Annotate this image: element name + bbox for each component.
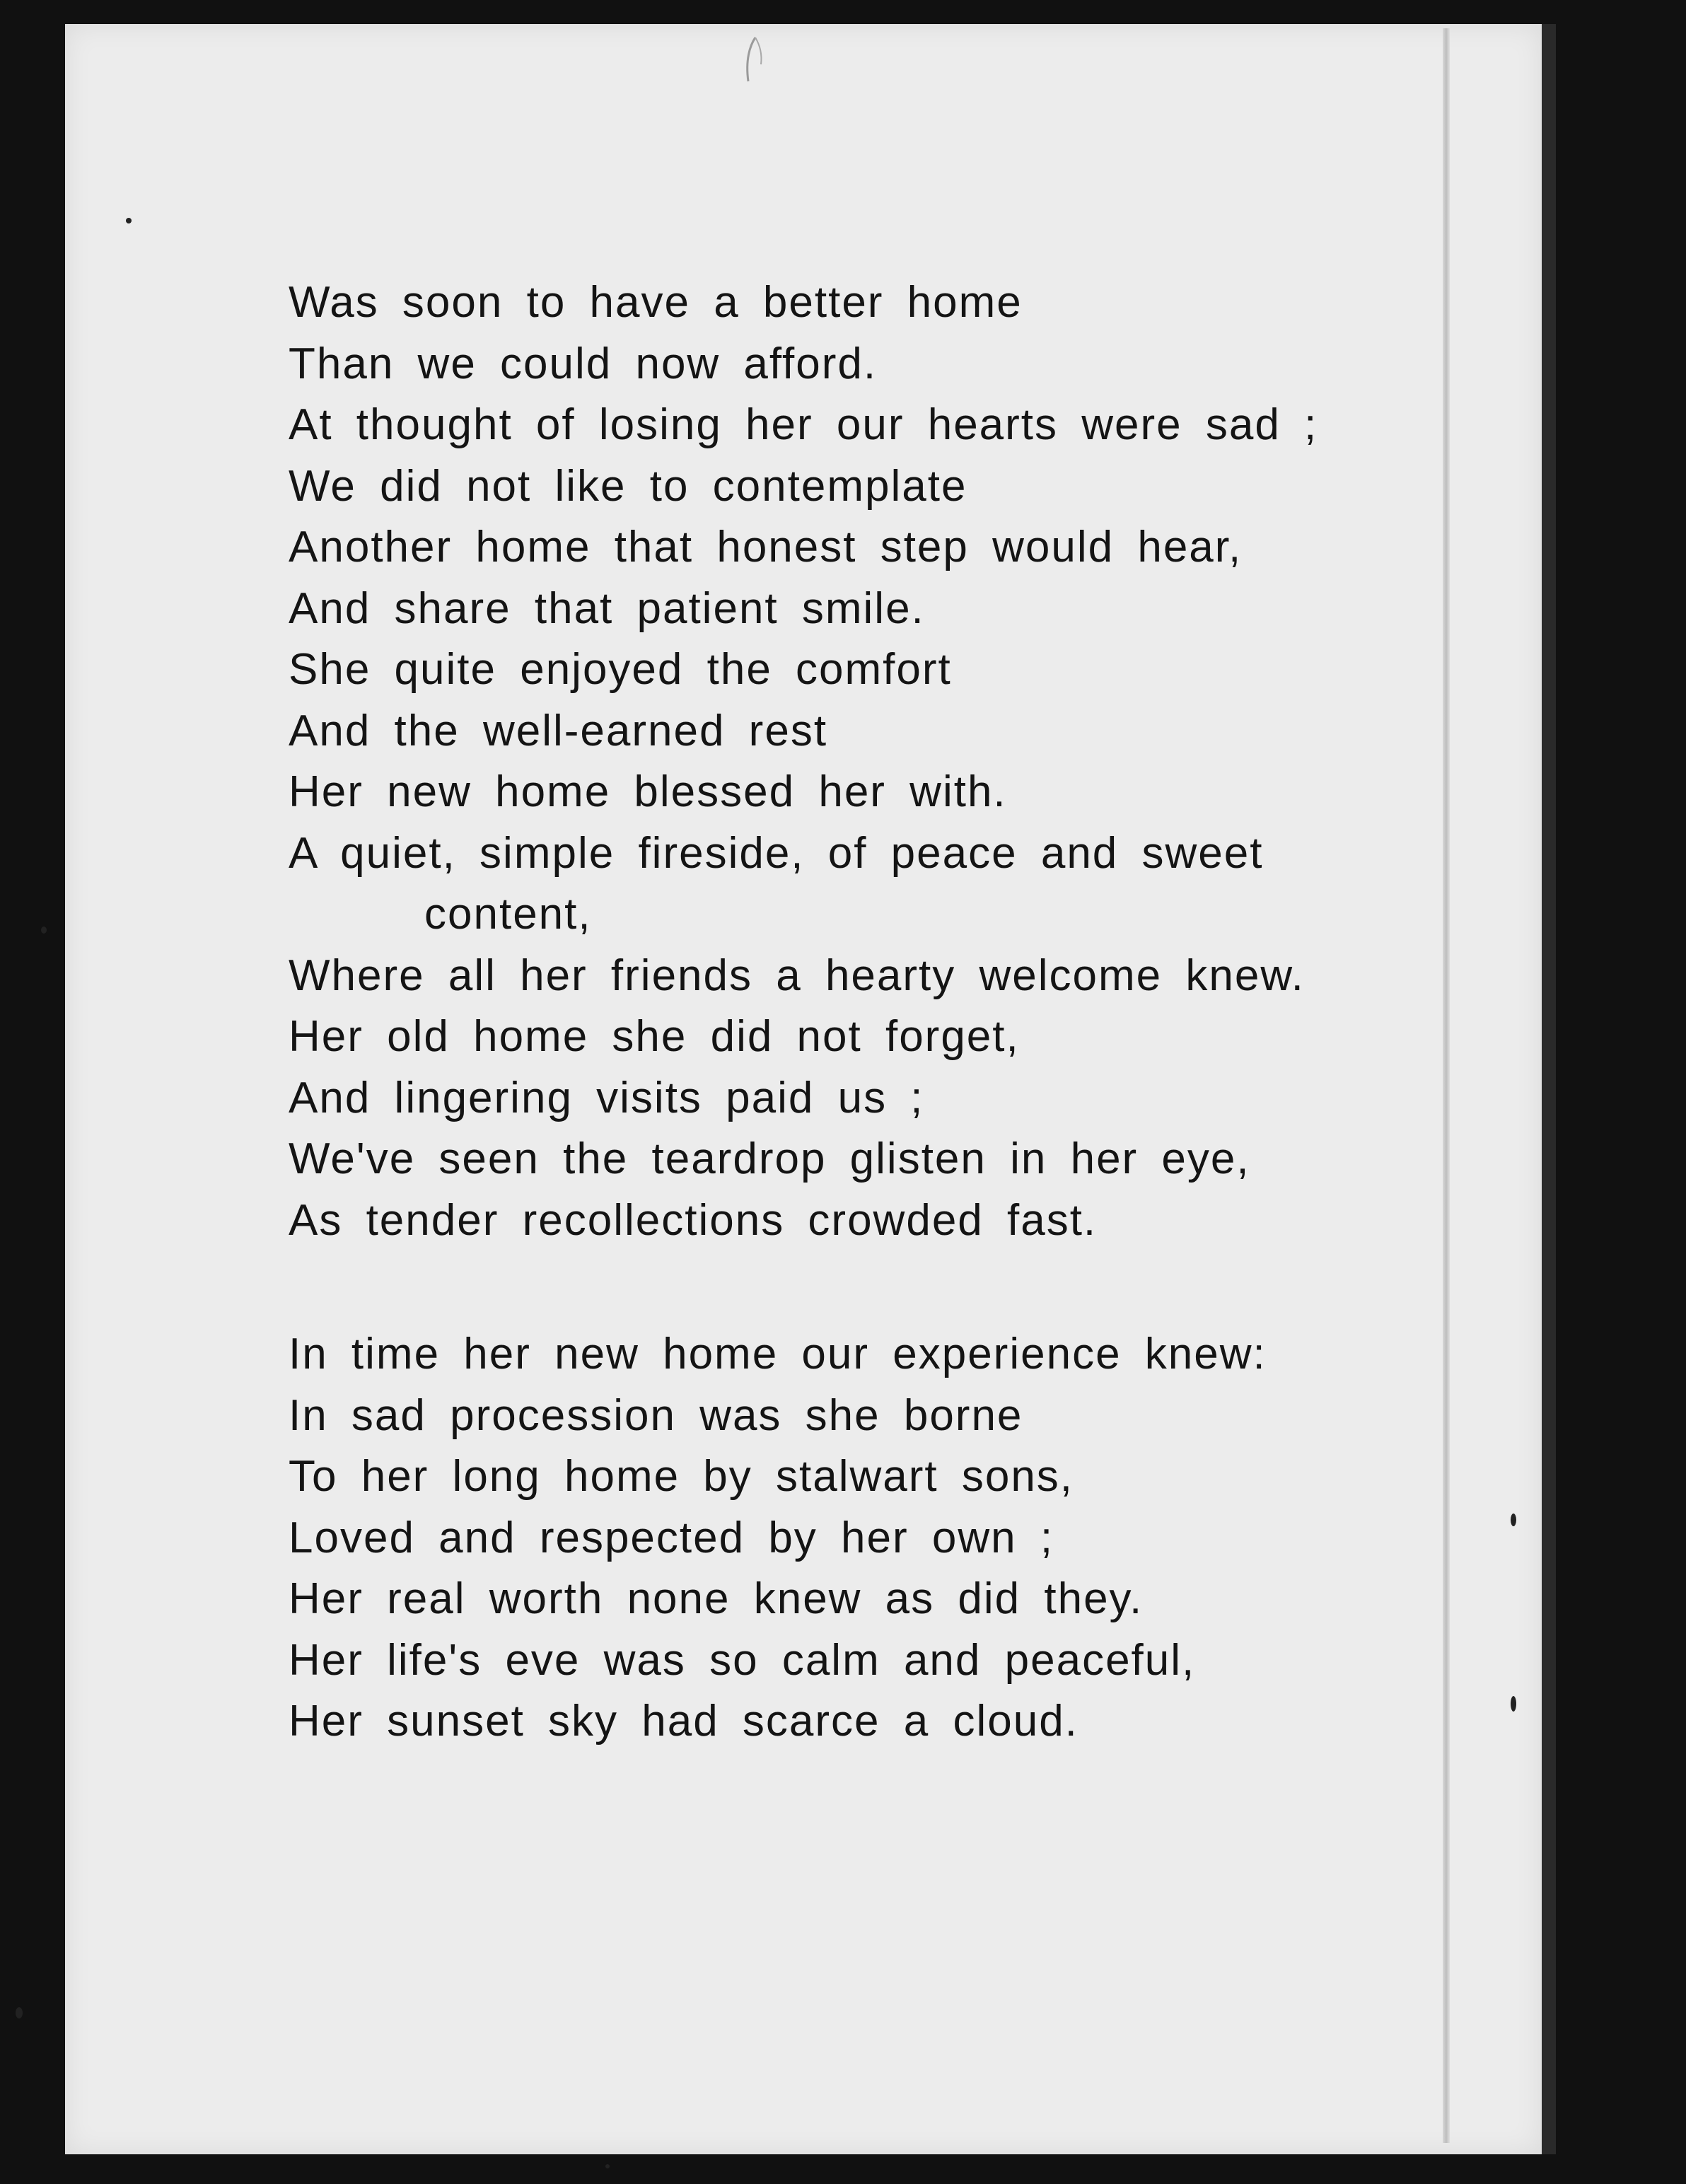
dust-speck [16, 2007, 23, 2019]
poem-line: And share that patient smile. [289, 583, 925, 633]
poem-line: And lingering visits paid us ; [289, 1073, 924, 1122]
poem-line-continuation: content, [424, 890, 592, 939]
poem-line: Loved and respected by her own ; [289, 1513, 1054, 1562]
poem-text [289, 272, 1392, 1753]
poem-line: In sad procession was she borne [289, 1390, 1023, 1440]
poem-line: And the well-earned rest [289, 706, 828, 755]
poem-line: A quiet, simple fireside, of peace and sweet [289, 828, 1264, 878]
dust-speck [41, 927, 47, 934]
dust-speck [1511, 1696, 1516, 1712]
poem-line: Her new home blessed her with. [289, 767, 1007, 816]
poem-line: Another home that honest step would hear, [289, 523, 1243, 571]
stanza-2 [289, 1324, 1392, 1753]
poem-line: Than we could now afford. [289, 339, 878, 388]
poem-line: Her sunset sky had scarce a cloud. [289, 1697, 1079, 1746]
dust-speck [126, 218, 132, 223]
dust-speck [1511, 1514, 1516, 1526]
poem-line: In time her new home our experience knew: [289, 1330, 1267, 1378]
poem-line: Was soon to have a better home [289, 278, 1023, 327]
poem-line: Her real worth none knew as did they. [289, 1574, 1144, 1623]
poem-line: Her life's eve was so calm and peaceful, [289, 1635, 1196, 1685]
poem-line: We did not like to contemplate [289, 461, 967, 511]
page-fold-line [1443, 28, 1450, 2143]
poem-line: She quite enjoyed the comfort [289, 645, 952, 694]
poem-line: To her long home by stalwart sons, [289, 1452, 1074, 1501]
poem-line: Where all her friends a hearty welcome knew. [289, 951, 1305, 1000]
stanza-gap [289, 1251, 1392, 1324]
dust-speck [605, 2164, 610, 2168]
page-right-edge [1542, 24, 1556, 2154]
pencil-mark [736, 32, 778, 88]
poem-line: Her old home she did not forget, [289, 1012, 1020, 1061]
poem-line: At thought of losing her our hearts were sad ; [289, 400, 1318, 449]
poem-line: We've seen the teardrop glisten in her eye, [289, 1134, 1250, 1183]
poem-line: As tender recollections crowded fast. [289, 1195, 1098, 1245]
stanza-1 [289, 272, 1392, 1251]
